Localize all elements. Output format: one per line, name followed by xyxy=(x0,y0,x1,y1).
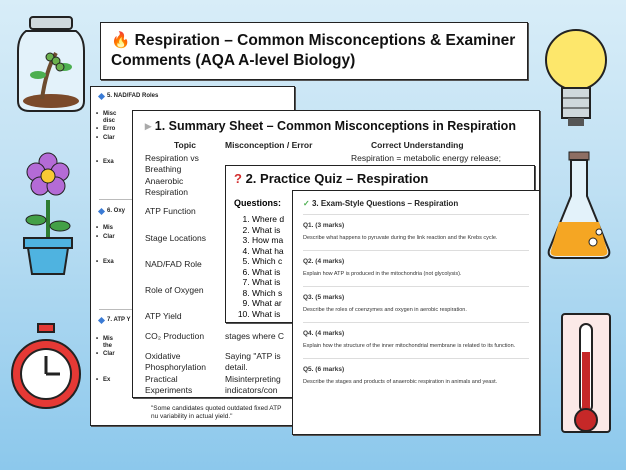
section-heading: 7. ATP Y xyxy=(99,317,130,323)
light-bulb-icon xyxy=(540,22,612,132)
table-row: ATP Function xyxy=(145,206,196,216)
main-title: Respiration – Common Misconceptions & Examiner Comments (AQA A-level Biology) xyxy=(111,32,516,69)
exam-title: ✓ 3. Exam-Style Questions – Respiration xyxy=(303,199,459,208)
bullet-item: • Erro xyxy=(103,126,115,132)
question-marks: Q2. (4 marks) xyxy=(303,258,345,265)
questions-label: Questions: xyxy=(234,198,282,208)
table-row: Respiration = metabolic energy release; xyxy=(351,153,502,163)
pencil-icon: ✓ xyxy=(303,199,310,208)
bullet-item: the xyxy=(103,343,112,349)
quiz-title: ? 2. Practice Quiz – Respiration xyxy=(234,171,429,186)
exam-question xyxy=(303,322,529,358)
question-icon: ? xyxy=(234,171,242,186)
bullet-item: • Clar xyxy=(103,351,115,357)
bullet-item: disc xyxy=(103,118,116,124)
summary-title: ▸ 1. Summary Sheet – Common Misconceptions in Respiration xyxy=(145,119,516,133)
stopwatch-icon xyxy=(8,322,83,414)
bullet-item: • Exa xyxy=(103,159,114,165)
table-row: NAD/FAD Role xyxy=(145,259,202,269)
bullet-item: • Misc xyxy=(103,111,116,117)
table-row: ATP Yield xyxy=(145,311,182,321)
table-row: Saying "ATP is detail. xyxy=(225,351,281,372)
quiz-question: 8. Which s xyxy=(252,288,526,299)
bullet-item: • Mis xyxy=(103,225,113,231)
quiz-question: 5. Which c xyxy=(252,256,526,267)
question-marks: Q3. (5 marks) xyxy=(303,294,345,301)
bullet-item: • Mis xyxy=(103,336,113,342)
question-text: Describe the roles of coenzymes and oxygen in aerobic respiration. xyxy=(303,307,467,313)
quiz-question: 7. What is xyxy=(252,277,526,288)
examiner-quote: "Some candidates quoted outdated fixed ATP nu variability in actual yield." xyxy=(151,405,282,420)
diamond-icon xyxy=(98,92,105,99)
table-row: Anaerobic Respiration xyxy=(145,176,188,197)
quiz-question: 4. What ha xyxy=(252,246,526,257)
table-row: Practical Experiments xyxy=(145,374,193,395)
exam-question xyxy=(303,358,529,394)
bullet-item: • Clar xyxy=(103,234,115,240)
table-row: CO₂ Production xyxy=(145,331,205,341)
bullet-item: • Clar xyxy=(103,135,115,141)
section-heading: 6. Oxy xyxy=(99,208,125,214)
table-row: Oxidative Phosphorylation xyxy=(145,351,206,372)
section-heading: 5. NAD/FAD Roles xyxy=(99,93,158,99)
diamond-icon xyxy=(98,207,105,214)
fire-icon: 🔥 xyxy=(111,32,131,49)
document-icon: ▸ xyxy=(145,119,152,133)
bullet-item: • Exa xyxy=(103,259,114,265)
table-row: stages where C xyxy=(225,331,285,341)
exam-questions-card xyxy=(292,190,540,435)
question-marks: Q1. (3 marks) xyxy=(303,222,345,229)
quiz-question: 6. What is xyxy=(252,267,526,278)
table-row: Respiration vs Breathing xyxy=(145,153,199,174)
exam-question xyxy=(303,214,529,250)
quiz-question: 3. How ma xyxy=(252,235,526,246)
title-banner xyxy=(100,22,528,80)
question-text: Explain how the structure of the inner mitochondrial membrane is related to its function. xyxy=(303,343,516,349)
jar-with-caterpillar-icon xyxy=(12,15,90,115)
question-marks: Q5. (6 marks) xyxy=(303,366,345,373)
diamond-icon xyxy=(98,316,105,323)
flower-pot-icon xyxy=(18,150,78,275)
question-marks: Q4. (4 marks) xyxy=(303,330,345,337)
exam-question xyxy=(303,286,529,322)
quiz-question: 9. What ar xyxy=(252,298,526,309)
table-header: Correct Understanding xyxy=(371,140,464,150)
table-header: Misconception / Error xyxy=(225,140,313,150)
question-text: Explain how ATP is produced in the mitochondria (not glycolysis). xyxy=(303,271,462,277)
quiz-question: 2. What is xyxy=(252,225,526,236)
quiz-question: 10. What is xyxy=(252,309,526,320)
table-row: Role of Oxygen xyxy=(145,285,204,295)
bullet-item: • Ex xyxy=(103,377,110,383)
quiz-question: 1. Where d xyxy=(252,214,526,225)
table-row: Misinterpreting indicators/con xyxy=(225,374,281,395)
flask-icon xyxy=(545,150,613,262)
exam-question xyxy=(303,250,529,286)
thermometer-icon xyxy=(560,312,612,447)
table-header: Topic xyxy=(173,140,197,150)
table-row: Stage Locations xyxy=(145,233,206,243)
question-text: Describe the stages and products of anaerobic respiration in animals and yeast. xyxy=(303,379,498,385)
question-text: Describe what happens to pyruvate during the link reaction and the Krebs cycle. xyxy=(303,235,498,241)
